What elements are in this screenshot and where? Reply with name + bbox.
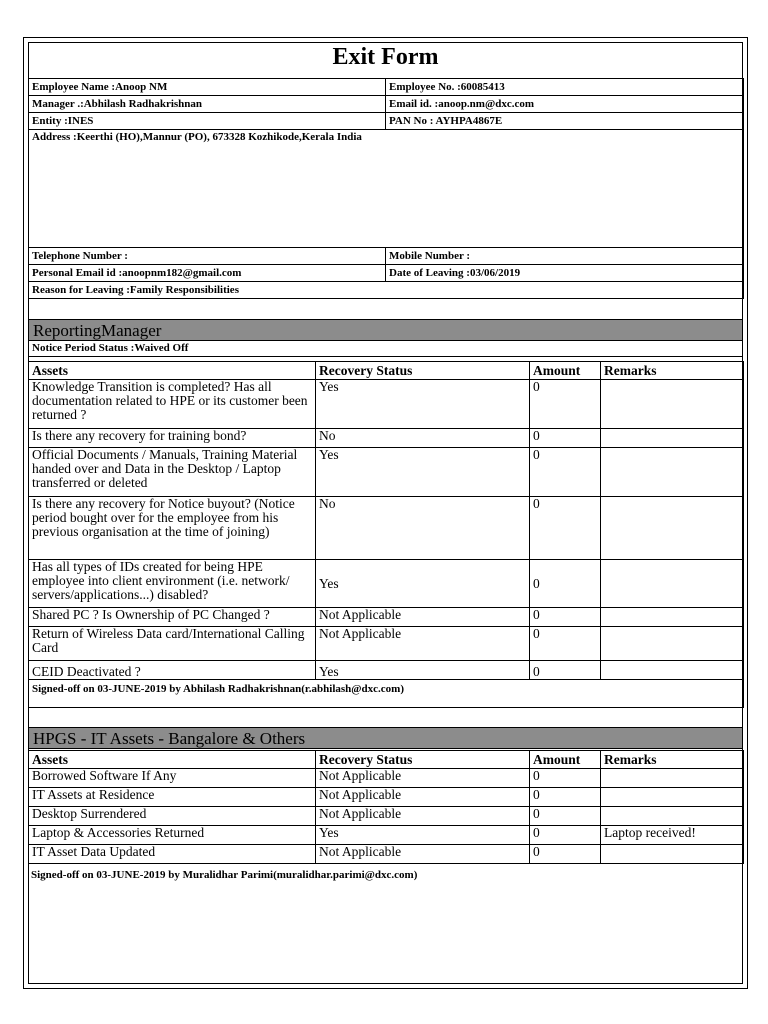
remarks-cell bbox=[601, 627, 744, 661]
status-cell: Not Applicable bbox=[316, 769, 530, 788]
amount-cell: 0 bbox=[530, 845, 601, 864]
asset-cell: Shared PC ? Is Ownership of PC Changed ? bbox=[29, 608, 316, 627]
asset-cell: Has all types of IDs created for being HPE employee into client environment (i.e. network/ servers/applications...) disabled? bbox=[29, 560, 316, 608]
table-row bbox=[29, 380, 744, 429]
status-cell: Not Applicable bbox=[316, 845, 530, 864]
reporting-signed-off: Signed-off on 03-JUNE-2019 by Abhilash Radhakrishnan(r.abhilash@dxc.com) bbox=[29, 680, 744, 708]
remarks-cell bbox=[601, 845, 744, 864]
table-row bbox=[29, 560, 744, 608]
asset-cell: CEID Deactivated ? bbox=[29, 661, 316, 680]
amount-cell: 0 bbox=[530, 826, 601, 845]
amount-cell: 0 bbox=[530, 807, 601, 826]
remarks-cell bbox=[601, 769, 744, 788]
status-cell: Not Applicable bbox=[316, 807, 530, 826]
remarks-cell bbox=[601, 788, 744, 807]
asset-cell: IT Assets at Residence bbox=[29, 788, 316, 807]
asset-cell: Borrowed Software If Any bbox=[29, 769, 316, 788]
amount-cell: 0 bbox=[530, 769, 601, 788]
remarks-cell bbox=[601, 448, 744, 497]
notice-period-status: Notice Period Status :Waived Off bbox=[28, 341, 743, 357]
remarks-cell bbox=[601, 661, 744, 680]
amount-cell: 0 bbox=[530, 429, 601, 448]
remarks-cell bbox=[601, 497, 744, 560]
email-id: Email id. :anoop.nm@dxc.com bbox=[386, 96, 744, 113]
date-of-leaving: Date of Leaving :03/06/2019 bbox=[386, 265, 744, 282]
amount-cell: 0 bbox=[530, 380, 601, 429]
amount-cell: 0 bbox=[530, 560, 601, 608]
asset-cell: Is there any recovery for Notice buyout? (Notice period bought over for the employee from his previous organisation at the time of joining) bbox=[29, 497, 316, 560]
remarks-cell bbox=[601, 380, 744, 429]
table-row bbox=[29, 769, 744, 788]
table-row bbox=[29, 845, 744, 864]
table-row bbox=[29, 497, 744, 560]
status-cell: Yes bbox=[316, 448, 530, 497]
asset-cell: Official Documents / Manuals, Training Material handed over and Data in the Desktop / Laptop transferred or deleted bbox=[29, 448, 316, 497]
entity: Entity :INES bbox=[29, 113, 386, 130]
col-amount: Amount bbox=[530, 362, 601, 380]
table-row bbox=[29, 429, 744, 448]
table-row bbox=[29, 608, 744, 627]
col-remarks: Remarks bbox=[601, 362, 744, 380]
table-row bbox=[29, 788, 744, 807]
personal-email: Personal Email id :anoopnm182@gmail.com bbox=[29, 265, 386, 282]
table-row bbox=[29, 807, 744, 826]
employee-no: Employee No. :60085413 bbox=[386, 79, 744, 96]
manager: Manager .:Abhilash Radhakrishnan bbox=[29, 96, 386, 113]
reporting-manager-table bbox=[28, 361, 744, 708]
remarks-cell bbox=[601, 560, 744, 608]
amount-cell: 0 bbox=[530, 627, 601, 661]
asset-cell: Is there any recovery for training bond? bbox=[29, 429, 316, 448]
table-row bbox=[29, 627, 744, 661]
asset-cell: Desktop Surrendered bbox=[29, 807, 316, 826]
remarks-cell bbox=[601, 807, 744, 826]
employee-info-table bbox=[28, 78, 744, 299]
amount-cell: 0 bbox=[530, 497, 601, 560]
asset-cell: Laptop & Accessories Returned bbox=[29, 826, 316, 845]
col-recovery-status: Recovery Status bbox=[316, 751, 530, 769]
table-row bbox=[29, 661, 744, 680]
form-title: Exit Form bbox=[332, 44, 439, 70]
col-assets: Assets bbox=[29, 751, 316, 769]
reporting-manager-section-title: ReportingManager bbox=[28, 319, 743, 341]
col-amount: Amount bbox=[530, 751, 601, 769]
amount-cell: 0 bbox=[530, 788, 601, 807]
it-assets-table bbox=[28, 750, 744, 864]
status-cell: Not Applicable bbox=[316, 788, 530, 807]
status-cell: Yes bbox=[316, 826, 530, 845]
mobile-number: Mobile Number : bbox=[386, 248, 744, 265]
amount-cell: 0 bbox=[530, 608, 601, 627]
table-row bbox=[29, 826, 744, 845]
address: Address :Keerthi (HO),Mannur (PO), 673328 Kozhikode,Kerala India bbox=[29, 130, 744, 248]
remarks-cell bbox=[601, 608, 744, 627]
status-cell: Not Applicable bbox=[316, 608, 530, 627]
it-assets-section-title: HPGS - IT Assets - Bangalore & Others bbox=[28, 727, 743, 749]
amount-cell: 0 bbox=[530, 661, 601, 680]
amount-cell: 0 bbox=[530, 448, 601, 497]
status-cell: Yes bbox=[316, 560, 530, 608]
remarks-cell: Laptop received! bbox=[601, 826, 744, 845]
asset-cell: Knowledge Transition is completed? Has all documentation related to HPE or its customer been returned ? bbox=[29, 380, 316, 429]
telephone-number: Telephone Number : bbox=[29, 248, 386, 265]
it-assets-signed-off: Signed-off on 03-JUNE-2019 by Muralidhar Parimi(muralidhar.parimi@dxc.com) bbox=[31, 869, 418, 881]
status-cell: No bbox=[316, 429, 530, 448]
status-cell: No bbox=[316, 497, 530, 560]
status-cell: Not Applicable bbox=[316, 627, 530, 661]
table-header-row bbox=[29, 751, 744, 769]
table-header-row bbox=[29, 362, 744, 380]
remarks-cell bbox=[601, 429, 744, 448]
pan-no: PAN No : AYHPA4867E bbox=[386, 113, 744, 130]
asset-cell: Return of Wireless Data card/International Calling Card bbox=[29, 627, 316, 661]
col-assets: Assets bbox=[29, 362, 316, 380]
status-cell: Yes bbox=[316, 661, 530, 680]
status-cell: Yes bbox=[316, 380, 530, 429]
employee-name: Employee Name :Anoop NM bbox=[29, 79, 386, 96]
asset-cell: IT Asset Data Updated bbox=[29, 845, 316, 864]
col-remarks: Remarks bbox=[601, 751, 744, 769]
col-recovery-status: Recovery Status bbox=[316, 362, 530, 380]
table-row bbox=[29, 448, 744, 497]
reason-for-leaving: Reason for Leaving :Family Responsibilities bbox=[29, 282, 744, 299]
signed-off-row bbox=[29, 680, 744, 708]
